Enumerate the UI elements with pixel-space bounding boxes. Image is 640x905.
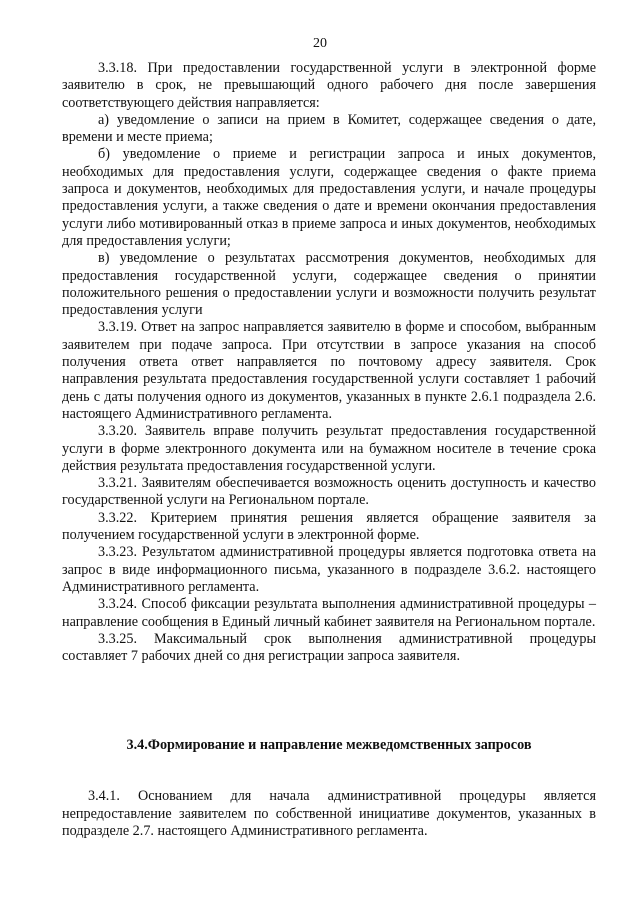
paragraph-3-4-1: 3.4.1. Основанием для начала административной процедуры является непредоставление заявителем по собственной инициативе документов, указанных в подразделе 2.7. настоящего Административного регламента. bbox=[62, 788, 596, 839]
paragraph-3-3-23: 3.3.23. Результатом административной процедуры является подготовка ответа на запрос в виде информационного письма, указанного в подразделе 3.6.2. настоящего Административного регламента. bbox=[62, 544, 596, 595]
paragraph-3-3-24: 3.3.24. Способ фиксации результата выполнения административной процедуры – направление сообщения в Единый личный кабинет заявителя на Региональном портале. bbox=[62, 596, 596, 630]
paragraph-3-3-25: 3.3.25. Максимальный срок выполнения административной процедуры составляет 7 рабочих дней со дня регистрации запроса заявителя. bbox=[62, 630, 596, 665]
paragraph-3-3-19: 3.3.19. Ответ на запрос направляется заявителю в форме и способом, выбранным заявителем при подаче запроса. При отсутствии в запросе указания на способ получения ответа ответ направляется по почтовому адресу заявителя. Срок направления результата предоставления государственной услуги составляет 1 рабочий день с даты получения одного из документов, указанных в пункте 2.6.1 подраздела 2.6. настоящего Административного регламента. bbox=[62, 319, 596, 422]
section-heading: 3.4.Формирование и направление межведомственных запросов bbox=[126, 737, 532, 753]
paragraph-item-b: б) уведомление о приеме и регистрации запроса и иных документов, необходимых для предоставления услуги, содержащее сведения о факте приема запроса и документов, необходимых для предоставления услуги, и начале процедуры предоставления услуги, а также сведения о дате и времени окончания предоставления услуги либо мотивированный отказ в приеме запроса и иных документов, необходимых для предоставления услуги; bbox=[62, 146, 596, 249]
paragraph-item-a: а) уведомление о записи на прием в Комитет, содержащее сведения о дате, времени и месте приема; bbox=[62, 111, 596, 146]
page-number: 20 bbox=[313, 36, 327, 51]
section-body bbox=[62, 788, 596, 841]
paragraph-item-v: в) уведомление о результатах рассмотрения документов, необходимых для предоставления государственной услуги, содержащее сведения о принятии положительного решения о предоставлении услуги и возможности получить результат предоставления услуги bbox=[62, 250, 596, 319]
paragraph-3-3-22: 3.3.22. Критерием принятия решения является обращение заявителя за получением государственной услуги в электронной форме. bbox=[62, 509, 596, 544]
regulation-body bbox=[62, 60, 596, 665]
paragraph-3-3-20: 3.3.20. Заявитель вправе получить результат предоставления государственной услуги в форме электронного документа или на бумажном носителе в течение срока действия результата предоставления государственной услуги. bbox=[62, 423, 596, 474]
paragraph-3-3-21: 3.3.21. Заявителям обеспечивается возможность оценить доступность и качество государственной услуги на Региональном портале. bbox=[62, 475, 596, 509]
paragraph-3-3-18: 3.3.18. При предоставлении государственной услуги в электронной форме заявителю в срок, не превышающий одного рабочего дня после завершения соответствующего действия направляется: bbox=[62, 60, 596, 111]
